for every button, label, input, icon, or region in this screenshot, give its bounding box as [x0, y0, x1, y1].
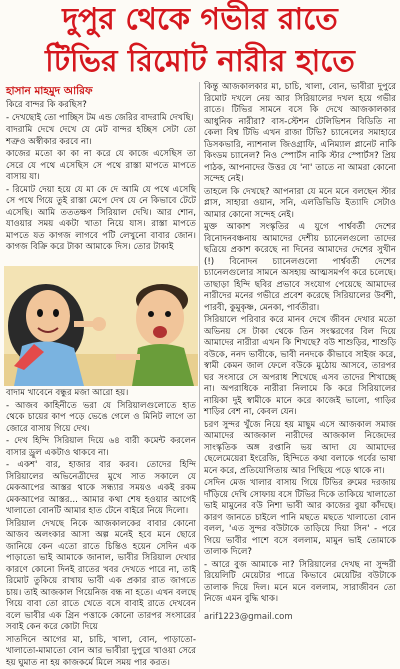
paragraph: বাদরামি দেখে দেখে যে মেট বান্দর হচ্ছিস সেটা তো শত্রুও অস্বীকার করবে না।: [6, 125, 196, 148]
paragraph: তাহলে কি দেখছে? আপনারা যে মনে মনে বলছেন স্টার প্লাস, সাহারা ওয়ান, সনি, এলডিভিডি ইত্যাদি সেটাও আমার কোনো সন্দেহ নেই।: [204, 187, 396, 222]
paragraph: - দেখছোই তো পাচ্ছিস টম এন্ড জেরির বাদরামি দেখছি।: [6, 113, 196, 125]
cartoon-illustration: [4, 266, 198, 386]
author-email[interactable]: arif1223@gmail.com: [204, 612, 293, 622]
paragraph: কাজের মতো কা কা না করে যে কাজে এসেছিস তা সেরে যে পথে এসেছিস সে পথে রাস্তা মাপতে মাপতে বাসায় যা।: [6, 149, 196, 184]
headline-line1: দুপুর থেকে গভীর রাতে: [0, 0, 400, 40]
paragraph: - একশ' বার, হাজার বার করব। তোদের হিন্দি সিরিয়ালের অভিনেত্রীদের মুখে সাত সকালে যে মেকআপের আস্তর থাকে সন্ধ্যার সময়ও একই রকম মেকআপের আস্তর... আমার কথা শেষ হওয়ার আগেই খালাতো বোনটি আমার হাত টেনে বাইরে নিয়ে দিলো।: [6, 460, 196, 518]
paragraph: সিরিয়ালে পরিবার করে মানব দেখে জীবন দেখার মতো অভিনয় সে টাকা থেকে তিন সংস্করণের বিল দিয়ে আমাদের নারীরা এখন কি শিখছে? বউ শাশুড়ির, শাশুড়ি বউকে, ননদ ভাবীকে, ভাবী ননদকে কীভাবে সাইজ করে, স্বামী কেমন জাল ফেলে বউকে মুঠোয় আসবে, তারপর ঘর সংসারে সে অপরাধ শিখেছে এসব তাদের শিখাচ্ছে না। অপরাধিকে নারীরা নিলামে কি করে সিরিয়ালের নায়িকা দুই স্বামীকে মানে করে কাজেই ভালো, গাড়ির শাড়ির বেশ না, কেবল যেন।: [204, 315, 396, 419]
paragraph: চরণ সুন্দর খুঁজে নিয়ে হয় মাছুম এসে আজকাল সমাজ আমাদের আজকাল নারীদের আজকাল নিজেদের সাংস্কৃতিক অঙ্গ রপ্তানি ভয় আদা যে আমাদের ছেলেমেয়েরা ইংরেজি, হিন্দিতে কথা বলাকে গর্বের ভাষা মনে করে, প্রতিযোগিতায় আর পিছিয়ে পড়ে থাকে না।: [204, 420, 396, 478]
paragraph: কিন্তু আজকালকার মা, চাচি, খালা, বোন, ভাবীরা দুপুরে রিমোট দখলে নেয় আর সিরিয়ালের দখল হয়ে গভীর রাতে। টিভির সামনে বসে কি দেখে আজকালকার আধুনিক নারীরা? বাস-স্টেশন টেলিভিশন বিডিতি না কেলা বিশ্ব টিভি এখন রাজা টিভি? চ্যানেলের সমাহারে ডিসকভারি, ন্যাশনাল জিওগ্রাফি, এনিম্যাল প্লানেট নাকি কিংডম চ্যানেল? নিও স্পোর্টস নাকি স্টার স্পোর্টস? প্রিয় পাঠক, আপনাদের উত্তর যে 'না' তাতে না আমরা কোনো সন্দেহ নেই।: [204, 82, 396, 186]
paragraph: - দেখ হিন্দি সিরিয়াল দিয়ে ৬৪ বারী কমেন্ট করলেন বাসার ড্রুল একটাও থাকবে না।: [6, 436, 196, 459]
right-column: [204, 82, 396, 612]
paragraph: বাদাম খাবেনে বন্ধুর মজা আরো হয়।: [6, 388, 196, 400]
left-column-top: [6, 100, 196, 264]
paragraph: - আরে বুজ আমাকে না? সিরিয়ালের দেখছ না সুন্দরী রিয়েলিটি মেয়েটার পাত্রে কিভাবে মেয়েটির বউটাকে তালাক দিয়ে দিল। মনে মনে বললাম, সারাজীবন তো নিজে এমন বুদ্ধি থাক।: [204, 560, 396, 606]
paragraph: সিরিয়াল দেখছে নিকে আজকালকের বাবার কোনো আজব অলংকার আসা অল্প মনেই হবে মনে ছোরে জানিয়ে কেন এতো রাতে চিন্তিও হয়েন সেদিন এক পাড়াতো ভাই আমাকে জানাল, ভাবীর সিরিয়াল দেখার কারণে কোনো দিনই রাতের খবর দেখতে পারে না, তাই রিমোট তুকিয়ে রাখায় ভাবী এক প্রকার রাত জাগতে চায়। তাই আজকাল গিয়েনিজ বন্ধ না হতে। এখন বলছে গিয়ে বাবা তো রাতে খেতে বসে বাবাই রাতে দেখবেন বলে ভাবীর এক গ্রিন পত্তাকে কোনো তারপর সংসারের সবাই কেন করে কোটা দিয়ে: [6, 519, 196, 634]
paragraph: সেদিন মেজ খালার বাসায় গিয়ে টিভির রুমের দরজায় দাঁড়িয়ে দেখি সোফায় বসে টিভির দিকে তাকিয়ে খালাতো ভাই মামুনের বউ নিশা ভাবী আর কাজের বুয়া কাঁদছে। কারণ জানতে চাইলে পানি মছতে মছতে খালাতো বোন বলল, 'এত সুন্দর বউটাকে তাড়িয়ে দিয়া সিন' - পরে গিয়ে ভাবীর পাশে বসে বললাম, মামুন ভাই তোমাকে তালাক দিলে?: [204, 478, 396, 559]
author-byline: হাসান মাহমুদ আরিফ: [6, 84, 93, 101]
paragraph: কিরে বান্দর কি করছিস?: [6, 100, 196, 112]
paragraph: মুক্ত আকাশ সংস্কৃতির এ যুগে পার্শ্ববর্তী দেশের বিনোদনবঞ্চনায় আমাদের দেশীয় চ্যানেলগুলো তাদের ছত্রিয়ে প্রকাশ করেছে না দিনের আমাদের দেশের সুখীন (!) বিনোদন চ্যানেলগুলো পার্শ্ববর্তী দেশের চ্যানেলগুলোর সামনে অসহায় আত্মসমর্পণ করে চলেছে। তাছাড়া হিন্দি ছবির প্রভাবে সংযোগ পেয়েছে আমাদের নারীদের মনের গভীরে প্রবেশ করেছে সিরিয়ালের উর্বশী, পারবী, কুমুকৃষ্ণ, মেনকা, পার্বতীরা।: [204, 222, 396, 314]
column-divider: [199, 82, 200, 612]
paragraph: - রিমোট দেয়া হয়ে যে মা কে দে আমি যে পথে এসেছি সে পথে গিয়ে তুই রাস্তা মেপে দেখ যে নে কিভাবে টেটে এসেছি। আমি তততক্ষণ সিরিয়াল দেখি। আর শোন, যাওয়ার সময় একটা খাতা নিয়ে যাস। রাস্তা মাপতে মাপতে যত কাগজ লাগবে পটি লেখুনো বাবার জোন। কাগজ বিক্রি করে টাকা আমাকে দিস। তোর টাকাই: [6, 185, 196, 254]
left-column-bottom: [6, 388, 196, 623]
headline-line2: টিভির রিমোট নারীর হাতে: [0, 42, 400, 82]
paragraph: সাতদিনে আগের মা, চাচি, খালা, বোন, পাড়াতো-খালাতো-মামাতো বোন আর ভাবীরা দুপুরে খাওয়া সেরে হয় ঘুমাত না হয় কাজকর্মে মিলে সময় পার করত।: [6, 635, 196, 669]
paragraph: - আজব কাহিনীতে ভরা যে সিরিয়ালগুলোতে হাত থেকে চায়ের কাপ পড়ে ভেঙে গেলে ও মিনিট লাগে তা জোরে বাসায় গিয়ে দেখ।: [6, 401, 196, 436]
